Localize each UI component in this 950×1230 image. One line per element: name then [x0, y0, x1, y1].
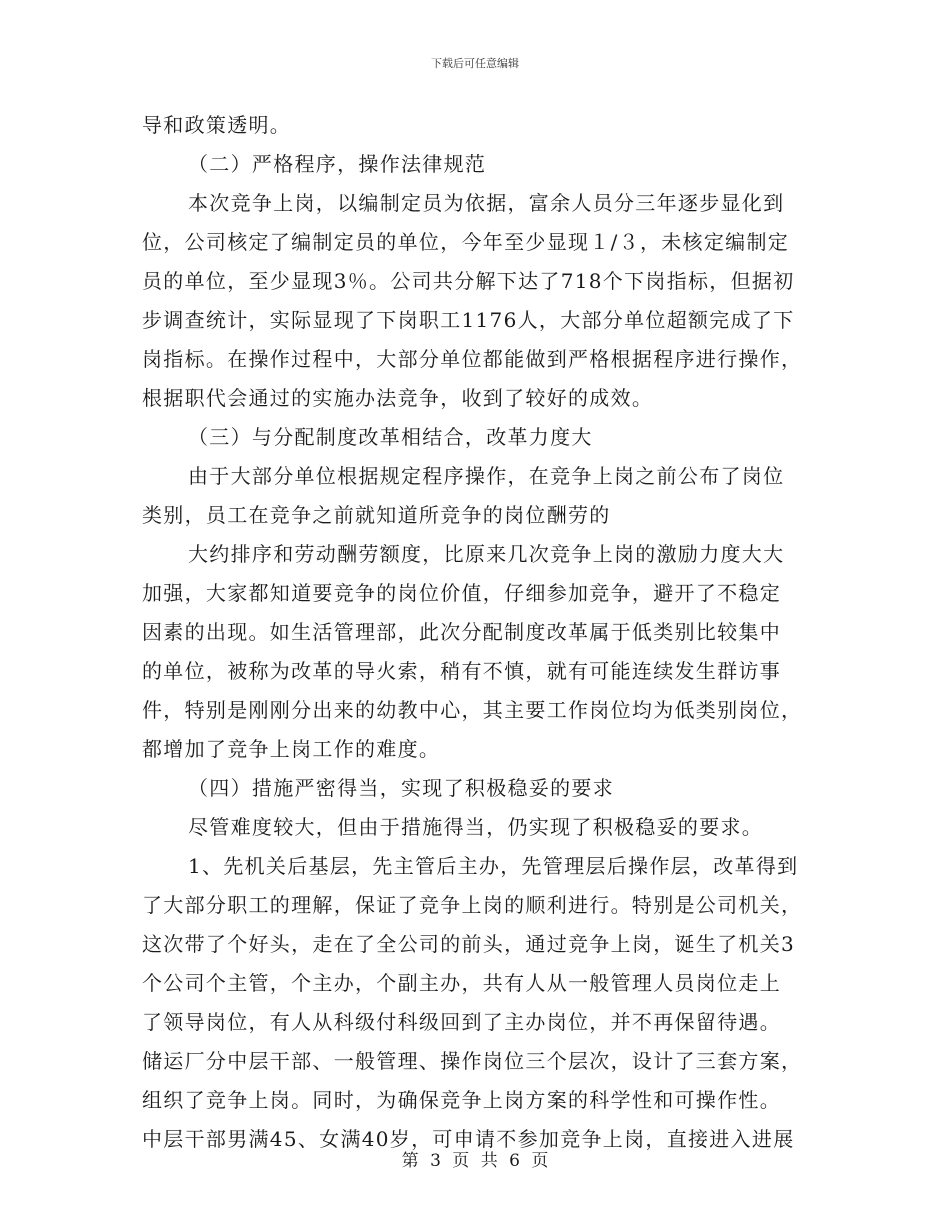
text-line: 1、先机关后基层，先主管后主办，先管理层后操作层，改革得到	[188, 854, 799, 878]
text-line: 位，公司核定了编制定员的单位，今年至少显现１/３，未核定编制定	[142, 230, 790, 254]
page-footer	[0, 1146, 950, 1171]
text-line: 都增加了竞争上岗工作的难度。	[142, 737, 441, 761]
text-line: 由于大部分单位根据规定程序操作，在竞争上岗之前公布了岗位	[188, 464, 785, 488]
total-pages-number: 6	[509, 1151, 520, 1171]
text-line: （二）严格程序，操作法律规范	[188, 152, 487, 176]
text-line: 因素的出现。如生活管理部，此次分配制度改革属于低类别比较集中	[142, 620, 781, 644]
text-line: （三）与分配制度改革相结合，改革力度大	[188, 425, 593, 449]
text-line: 根据职代会通过的实施办法竞争，收到了较好的成效。	[142, 386, 654, 410]
text-line: 岗指标。在操作过程中，大部分单位都能做到严格根据程序进行操作，	[142, 347, 802, 371]
page-word: 页	[452, 1151, 470, 1171]
text-line: 中层干部男满45、女满40岁，可申请不参加竞争上岗，直接进入进展	[142, 1127, 795, 1151]
text-line: 类别，员工在竞争之前就知道所竞争的岗位酬劳的	[142, 503, 611, 527]
total-suffix: 页	[531, 1151, 549, 1171]
text-line: 了大部分职工的理解，保证了竞争上岗的顺利进行。特别是公司机关，	[142, 893, 802, 917]
page-prefix: 第	[401, 1151, 419, 1171]
text-line: 个公司个主管，个主办，个副主办，共有人从一般管理人员岗位走上	[142, 971, 781, 995]
text-line: 员的单位，至少显现3％。公司共分解下达了718个下岗指标，但据初	[142, 269, 795, 293]
document-body	[142, 106, 802, 1159]
text-line: 步调查统计，实际显现了下岗职工1176人，大部分单位超额完成了下	[142, 308, 795, 332]
header-note: 下载后可任意编辑	[431, 57, 519, 70]
text-line: 本次竞争上岗，以编制定员为依据，富余人员分三年逐步显化到	[188, 191, 785, 215]
text-line: 导和政策透明。	[142, 113, 292, 137]
text-line: 尽管难度较大，但由于措施得当，仍实现了积极稳妥的要求。	[188, 815, 764, 839]
text-line: 大约排序和劳动酬劳额度，比原来几次竞争上岗的激励力度大大	[188, 542, 785, 566]
text-line: 储运厂分中层干部、一般管理、操作岗位三个层次，设计了三套方案，	[142, 1049, 802, 1073]
current-page-number: 3	[430, 1151, 441, 1171]
text-line: （四）措施严密得当，实现了积极稳妥的要求	[188, 776, 614, 800]
text-line: 的单位，被称为改革的导火索，稍有不慎，就有可能连续发生群访事	[142, 659, 781, 683]
total-prefix: 共	[480, 1151, 498, 1171]
text-line: 件，特别是刚刚分出来的幼教中心，其主要工作岗位均为低类别岗位，	[142, 698, 802, 722]
text-line: 加强，大家都知道要竞争的岗位价值，仔细参加竞争，避开了不稳定	[142, 581, 781, 605]
text-line: 了领导岗位，有人从科级付科级回到了主办岗位，并不再保留待遇。	[142, 1010, 781, 1034]
text-line: 这次带了个好头，走在了全公司的前头，通过竞争上岗，诞生了机关3	[142, 932, 796, 956]
text-line: 组织了竞争上岗。同时，为确保竞争上岗方案的科学性和可操作性。	[142, 1088, 781, 1112]
